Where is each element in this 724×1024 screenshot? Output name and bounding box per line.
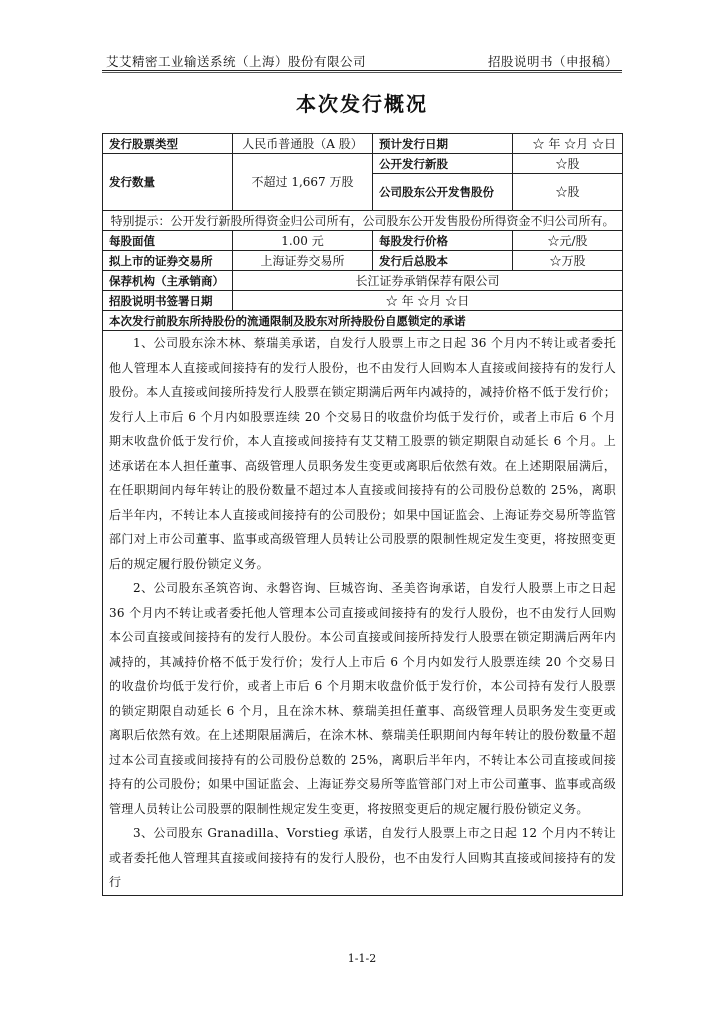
header-doc-type: 招股说明书（申报稿） (487, 54, 618, 69)
label-par-value: 每股面值 (103, 231, 233, 251)
label-exchange: 拟上市的证券交易所 (103, 251, 233, 271)
commitment-paragraph-2: 2、公司股东圣筑咨询、永磐咨询、巨城咨询、圣美咨询承诺，自发行人股票上市之日起 36 个月内不转让或者委托他人管理本公司直接或间接持有的发行人股份，也不由发行人回购本公司直接或间接持有的发行人股份。本公司直接或间接所持发行人股票在锁定期满后两年内减持的，其减持价格不低于发行价；发行人上市后 6 个月内如发行人股票连续 20 个交易日的收盘价均低于发行价，或者上市后 6 个月期末收盘价低于发行价，本公司持有发行人股票的锁定期限自动延长 6 个月，且在涂木林、蔡瑞美担任董事、高级管理人员职务发生变更或离职后依然有效。在上述期限届满后，在涂木林、蔡瑞美任职期间内每年转让的股份数量不超过本公司直接或间接持有的公司股份总数的 25%，离职后半年内，不转让本公司直接或间接持有的公司股份；如果中国证监会、上海证券交易所等监管部门对上市公司董事、监事或高级管理人员转让公司股票的限制性规定发生变更，将按照变更后的规定履行股份锁定义务。 (109, 581, 616, 816)
page-number: 1-1-2 (347, 952, 377, 965)
label-new-shares: 公开发行新股 (373, 154, 513, 174)
row-par-value (103, 231, 623, 251)
offering-overview-table (102, 133, 623, 896)
row-commitments (103, 331, 623, 896)
header-company: 艾艾精密工业输送系统（上海）股份有限公司 (106, 54, 367, 69)
commitment-paragraph-3: 3、公司股东 Granadilla、Vorstieg 承诺，自发行人股票上市之日起 12 个月内不转让或者委托他人管理其直接或间接持有的发行人股份，也不由发行人回购其直接或间接持有的发行 (109, 826, 616, 889)
row-special-note (103, 211, 623, 231)
commitment-paragraph-1: 1、公司股东涂木林、蔡瑞美承诺，自发行人股票上市之日起 36 个月内不转让或者委托他人管理本人直接或间接持有的发行人股份，也不由发行人回购本人直接或间接持有的发行人股份。本人直接或间接所持发行人股票在锁定期满后两年内减持的，减持价格不低于发行价；发行人上市后 6 个月内如股票连续 20 个交易日的收盘价均低于发行价，或者上市后 6 个月期末收盘价低于发行价，本人直接或间接持有艾艾精工股票的锁定期限自动延长 6 个月。上述承诺在本人担任董事、高级管理人员职务发生变更或离职后依然有效。在上述期限届满后，在任职期间内每年转让的股份数量不超过本人直接或间接持有的公司股份总数的 25%，离职后半年内，不转让本人直接或间接持有的公司股份；如果中国证监会、上海证券交易所等监管部门对上市公司董事、监事或高级管理人员转让公司股票的限制性规定发生变更，将按照变更后的规定履行股份锁定义务。 (109, 336, 616, 571)
value-issue-price: ☆元/股 (513, 231, 623, 251)
label-stock-type: 发行股票类型 (103, 134, 233, 154)
row-signing-date (103, 291, 623, 311)
value-total-shares: ☆万股 (513, 251, 623, 271)
section-title: 本次发行前股东所持股份的流通限制及股东对所持股份自愿锁定的承诺 (103, 311, 623, 331)
value-sponsor: 长江证券承销保荐有限公司 (233, 271, 623, 291)
row-sponsor (103, 271, 623, 291)
commitments-body (103, 331, 623, 896)
row-issue-quantity-a (103, 154, 623, 174)
row-stock-type (103, 134, 623, 154)
label-signing-date: 招股说明书签署日期 (103, 291, 233, 311)
value-signing-date: ☆ 年 ☆月 ☆日 (233, 291, 623, 311)
label-sponsor: 保荐机构（主承销商） (103, 271, 233, 291)
value-par-value: 1.00 元 (233, 231, 373, 251)
special-note: 特别提示：公开发行新股所得资金归公司所有，公司股东公开发售股份所得资金不归公司所有。 (103, 211, 623, 231)
label-issue-price: 每股发行价格 (373, 231, 513, 251)
label-shareholder-shares: 公司股东公开发售股份 (373, 174, 513, 211)
label-issue-date: 预计发行日期 (373, 134, 513, 154)
header-rule (102, 70, 622, 71)
value-new-shares: ☆股 (513, 154, 623, 174)
value-exchange: 上海证券交易所 (233, 251, 373, 271)
value-issue-quantity: 不超过 1,667 万股 (233, 154, 373, 211)
header-rule-thin (102, 72, 622, 73)
value-stock-type: 人民币普通股（A 股） (233, 134, 373, 154)
page-title: 本次发行概况 (296, 92, 428, 116)
label-issue-quantity: 发行数量 (103, 154, 233, 211)
value-shareholder-shares: ☆股 (513, 174, 623, 211)
value-issue-date: ☆ 年 ☆月 ☆日 (513, 134, 623, 154)
label-total-shares: 发行后总股本 (373, 251, 513, 271)
row-exchange (103, 251, 623, 271)
row-section-title (103, 311, 623, 331)
